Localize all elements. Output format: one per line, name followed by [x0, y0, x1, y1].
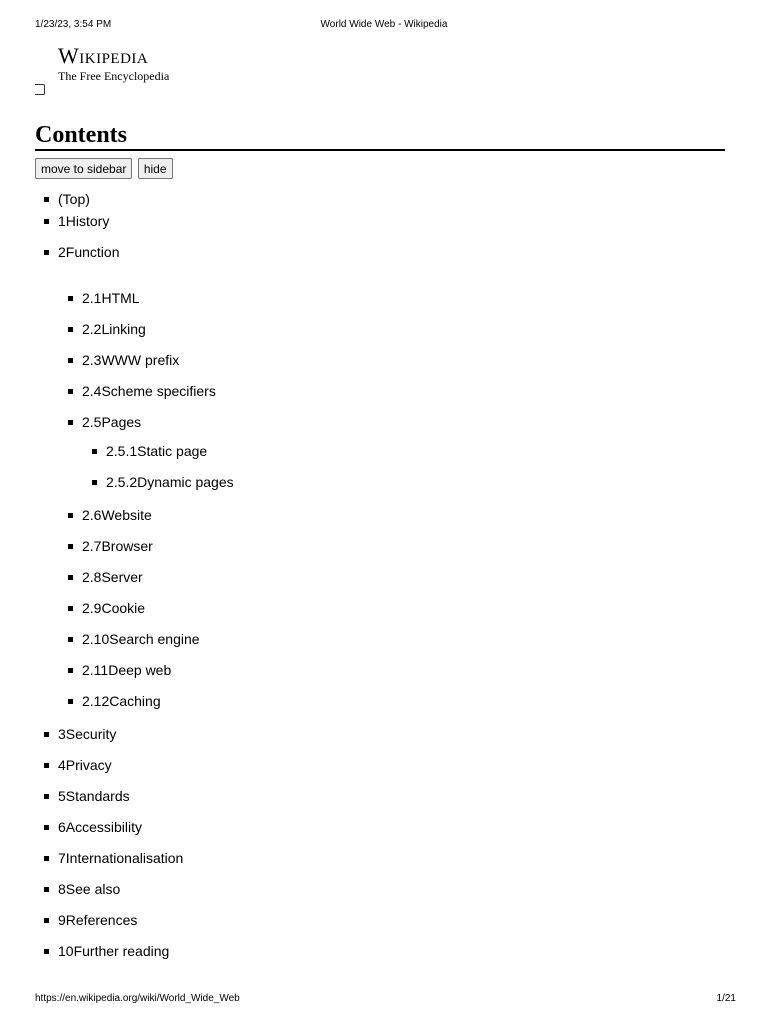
print-url: https://en.wikipedia.org/wiki/World_Wide_Web	[35, 993, 240, 1004]
toc-item-static-page[interactable]: 2.5.1Static page	[106, 442, 207, 460]
move-to-sidebar-button[interactable]: move to sidebar	[35, 158, 132, 179]
bullet-icon	[68, 606, 73, 611]
bullet-icon	[44, 887, 49, 892]
toc-item-scheme-specifiers[interactable]: 2.4Scheme specifiers	[82, 382, 216, 400]
print-footer	[0, 992, 768, 1006]
bullet-icon	[68, 420, 73, 425]
toc-item-www-prefix[interactable]: 2.3WWW prefix	[82, 351, 179, 369]
bullet-icon	[68, 513, 73, 518]
toc-item-html[interactable]: 2.1HTML	[82, 289, 140, 307]
toc-item-cookie[interactable]: 2.9Cookie	[82, 599, 145, 617]
toc-item-accessibility[interactable]: 6Accessibility	[58, 818, 142, 836]
toc-item-history[interactable]: 1History	[58, 212, 109, 230]
logo-wordmark: Wikipedia	[58, 43, 149, 68]
toc-buttons	[35, 158, 174, 179]
toc-item-top[interactable]: (Top)	[58, 190, 90, 208]
bullet-icon	[68, 358, 73, 363]
toc-item-see-also[interactable]: 8See also	[58, 880, 120, 898]
toc-item-further-reading[interactable]: 10Further reading	[58, 942, 169, 960]
toc-item-website[interactable]: 2.6Website	[82, 506, 152, 524]
bullet-icon	[44, 825, 49, 830]
toc-item-linking[interactable]: 2.2Linking	[82, 320, 146, 338]
toc-item-server[interactable]: 2.8Server	[82, 568, 143, 586]
bullet-icon	[68, 544, 73, 549]
contents-heading: Contents	[35, 120, 725, 151]
main-menu-toggle[interactable]	[35, 84, 45, 95]
toc-item-standards[interactable]: 5Standards	[58, 787, 130, 805]
bullet-icon	[68, 637, 73, 642]
bullet-icon	[44, 918, 49, 923]
bullet-icon	[44, 794, 49, 799]
wikipedia-logo[interactable]	[58, 44, 169, 83]
bullet-icon	[68, 389, 73, 394]
toc-item-function[interactable]: 2Function	[58, 243, 119, 261]
toc-item-dynamic-pages[interactable]: 2.5.2Dynamic pages	[106, 473, 234, 491]
toc-item-browser[interactable]: 2.7Browser	[82, 537, 153, 555]
bullet-icon	[92, 449, 97, 454]
bullet-icon	[68, 699, 73, 704]
print-page-number: 1/21	[716, 993, 736, 1004]
print-header	[0, 18, 768, 32]
toc-item-internationalisation[interactable]: 7Internationalisation	[58, 849, 183, 867]
bullet-icon	[44, 763, 49, 768]
toc-item-privacy[interactable]: 4Privacy	[58, 756, 112, 774]
toc-item-deep-web[interactable]: 2.11Deep web	[82, 661, 171, 679]
hide-toc-button[interactable]: hide	[138, 158, 173, 179]
bullet-icon	[68, 575, 73, 580]
print-page-title: World Wide Web - Wikipedia	[320, 19, 448, 30]
toc-item-references[interactable]: 9References	[58, 911, 137, 929]
bullet-icon	[44, 949, 49, 954]
bullet-icon	[68, 296, 73, 301]
bullet-icon	[44, 250, 49, 255]
toc-item-search-engine[interactable]: 2.10Search engine	[82, 630, 200, 648]
bullet-icon	[44, 219, 49, 224]
toc-item-pages[interactable]: 2.5Pages	[82, 413, 141, 431]
bullet-icon	[44, 732, 49, 737]
logo-tagline: The Free Encyclopedia	[58, 69, 170, 83]
toc-item-caching[interactable]: 2.12Caching	[82, 692, 161, 710]
bullet-icon	[68, 668, 73, 673]
bullet-icon	[44, 197, 49, 202]
bullet-icon	[68, 327, 73, 332]
toc-item-security[interactable]: 3Security	[58, 725, 116, 743]
bullet-icon	[44, 856, 49, 861]
bullet-icon	[92, 480, 97, 485]
print-datetime: 1/23/23, 3:54 PM	[35, 19, 112, 30]
